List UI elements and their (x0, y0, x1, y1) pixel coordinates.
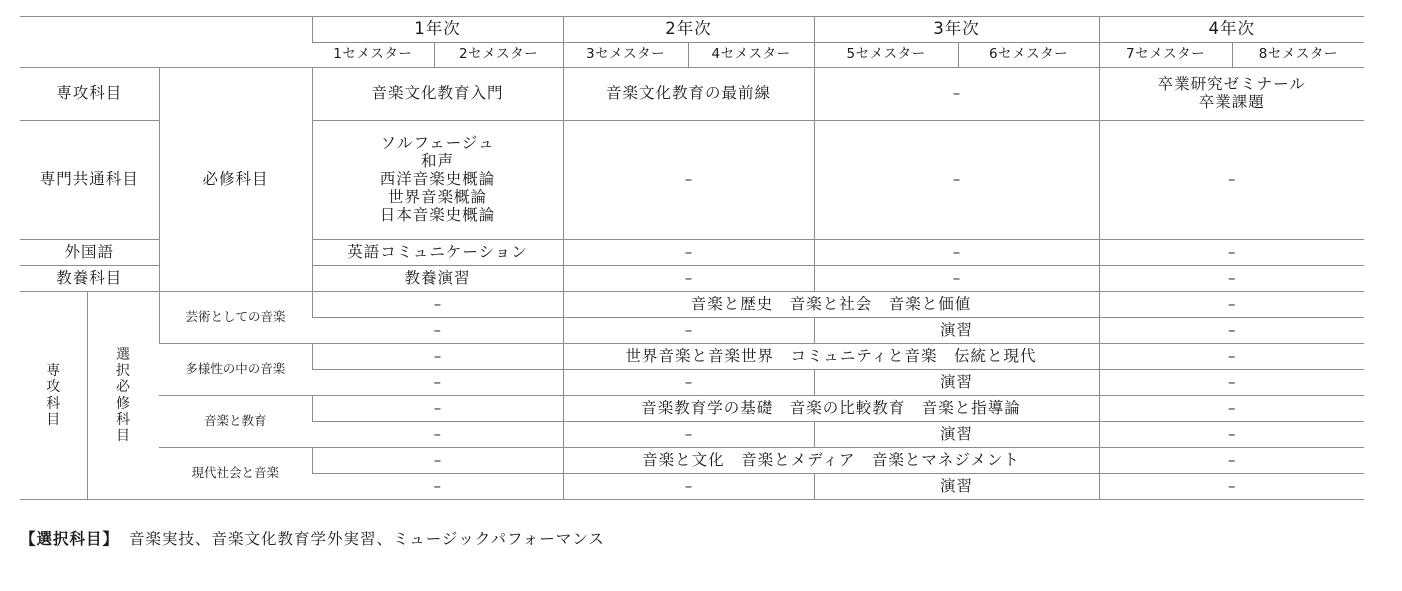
semester-1-header: 1セメスター (312, 43, 434, 68)
major-year-2-cell: 音楽文化教育の最前線 (563, 68, 814, 121)
area-1-seminar-year-2-cell: – (563, 318, 814, 344)
label-char: 択 (116, 363, 130, 380)
semester-3-header: 3セメスター (563, 43, 688, 68)
label-char: 科 (116, 411, 130, 428)
area-4-seminar-year-4-cell: – (1099, 474, 1364, 500)
area-4-seminar-cell: 演習 (814, 474, 1099, 500)
area-2-courses-cell: 世界音楽と音楽世界 コミュニティと音楽 伝統と現代 (563, 344, 1099, 370)
area-2-year-4-cell: – (1099, 344, 1364, 370)
language-year-2-cell: – (563, 240, 814, 266)
common-subjects-label: 専門共通科目 (20, 121, 159, 240)
curriculum-chart (20, 16, 1364, 500)
semester-7-header: 7セメスター (1099, 43, 1232, 68)
year-1-header: 1年次 (312, 17, 563, 43)
semester-2-header: 2セメスター (434, 43, 563, 68)
area-2-seminar-year-4-cell: – (1099, 370, 1364, 396)
footnote (20, 527, 605, 549)
elective-area-1-label: 芸術としての音楽 (159, 292, 312, 344)
label-char: 目 (116, 427, 130, 444)
area-1-year-1-cell: – (312, 292, 563, 318)
label-char: 攻 (46, 379, 61, 396)
liberal-arts-label: 教養科目 (20, 266, 159, 292)
elective-area-1-courses-row (20, 292, 1364, 318)
course-name: 日本音楽史概論 (379, 205, 496, 224)
year-2-header: 2年次 (563, 17, 814, 43)
label-char: 科 (46, 395, 61, 412)
elective-area-4-label: 現代社会と音楽 (159, 448, 312, 500)
area-1-courses-cell: 音楽と歴史 音楽と社会 音楽と価値 (563, 292, 1099, 318)
label-char: 必 (116, 379, 130, 396)
year-3-header: 3年次 (814, 17, 1099, 43)
semester-8-header: 8セメスター (1232, 43, 1364, 68)
curriculum-table (20, 16, 1364, 500)
area-1-seminar-year-1-cell: – (312, 318, 563, 344)
language-year-1-cell: 英語コミュニケーション (312, 240, 563, 266)
area-3-year-4-cell: – (1099, 396, 1364, 422)
common-year-3-cell: – (814, 121, 1099, 240)
elective-area-2-label: 多様性の中の音楽 (159, 344, 312, 396)
course-name: 和声 (421, 152, 455, 171)
semester-5-header: 5セメスター (814, 43, 958, 68)
major-subjects-vertical-label (20, 292, 87, 500)
semester-6-header: 6セメスター (958, 43, 1099, 68)
course-name: 卒業課題 (1198, 93, 1265, 111)
area-4-seminar-year-2-cell: – (563, 474, 814, 500)
common-year-4-cell: – (1099, 121, 1364, 240)
liberal-year-4-cell: – (1099, 266, 1364, 292)
elective-area-2-courses-row (20, 344, 1364, 370)
major-subjects-label: 専攻科目 (20, 68, 159, 121)
area-1-seminar-cell: 演習 (814, 318, 1099, 344)
language-year-3-cell: – (814, 240, 1099, 266)
year-4-header: 4年次 (1099, 17, 1364, 43)
area-2-seminar-cell: 演習 (814, 370, 1099, 396)
area-3-seminar-year-2-cell: – (563, 422, 814, 448)
major-year-4-cell (1099, 68, 1364, 121)
area-3-year-1-cell: – (312, 396, 563, 422)
area-2-seminar-year-2-cell: – (563, 370, 814, 396)
area-3-seminar-year-1-cell: – (312, 422, 563, 448)
elective-area-3-courses-row (20, 396, 1364, 422)
label-char: 専 (46, 363, 61, 380)
label-char: 修 (116, 395, 130, 412)
footnote-text: 音楽実技、音楽文化教育学外実習、ミュージックパフォーマンス (129, 530, 605, 548)
semester-4-header: 4セメスター (688, 43, 814, 68)
common-year-2-cell: – (563, 121, 814, 240)
course-name: 世界音楽概論 (388, 187, 488, 206)
header-corner (20, 17, 312, 68)
liberal-year-2-cell: – (563, 266, 814, 292)
area-4-seminar-year-1-cell: – (312, 474, 563, 500)
major-year-1-cell: 音楽文化教育入門 (312, 68, 563, 121)
elective-required-vertical-label (87, 292, 159, 500)
area-2-seminar-year-1-cell: – (312, 370, 563, 396)
area-3-seminar-year-4-cell: – (1099, 422, 1364, 448)
area-4-courses-cell: 音楽と文化 音楽とメディア 音楽とマネジメント (563, 448, 1099, 474)
area-2-year-1-cell: – (312, 344, 563, 370)
common-year-1-cell (312, 121, 563, 240)
language-label: 外国語 (20, 240, 159, 266)
area-3-seminar-cell: 演習 (814, 422, 1099, 448)
label-char: 選 (116, 347, 130, 364)
major-year-3-cell: – (814, 68, 1099, 121)
area-4-year-4-cell: – (1099, 448, 1364, 474)
elective-area-3-label: 音楽と教育 (159, 396, 312, 448)
footnote-label: 【選択科目】 (20, 530, 120, 548)
area-4-year-1-cell: – (312, 448, 563, 474)
liberal-year-3-cell: – (814, 266, 1099, 292)
course-name: 卒業研究ゼミナール (1157, 75, 1306, 94)
course-name: 西洋音楽史概論 (379, 170, 496, 189)
area-1-seminar-year-4-cell: – (1099, 318, 1364, 344)
area-1-year-4-cell: – (1099, 292, 1364, 318)
required-subjects-label: 必修科目 (159, 68, 312, 292)
major-subjects-row (20, 68, 1364, 121)
label-char: 目 (46, 411, 61, 428)
area-3-courses-cell: 音楽教育学の基礎 音楽の比較教育 音楽と指導論 (563, 396, 1099, 422)
elective-area-4-courses-row (20, 448, 1364, 474)
year-header-row (20, 17, 1364, 43)
liberal-year-1-cell: 教養演習 (312, 266, 563, 292)
language-year-4-cell: – (1099, 240, 1364, 266)
course-name: ソルフェージュ (380, 134, 495, 153)
